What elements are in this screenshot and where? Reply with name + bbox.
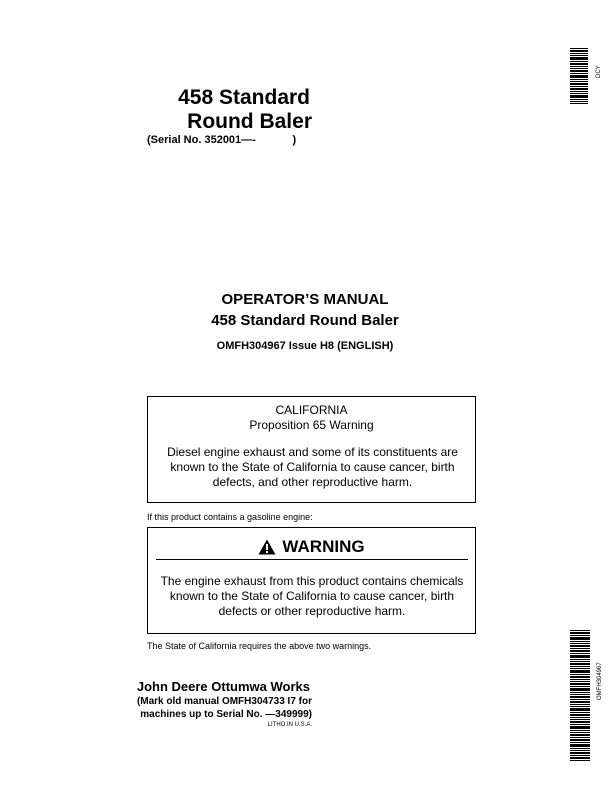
publisher-name: John Deere Ottumwa Works: [136, 679, 310, 694]
california-warning-text: Diesel engine exhaust and some of its constituents are known to the State of California to cause cancer, birth defects, and other reproductive harm.: [167, 445, 458, 489]
manual-subtitle: 458 Standard Round Baler: [211, 312, 399, 329]
manual-title: OPERATOR’S MANUAL: [221, 291, 389, 308]
old-manual-note-line2: machines up to Serial No. —349999): [140, 709, 312, 720]
warning-title: WARNING: [282, 537, 365, 556]
barcode-top: [570, 48, 588, 104]
barcode-top-label: DCY: [596, 65, 602, 78]
gasoline-warning-text: The engine exhaust from this product contains chemicals known to the State of California to cause cancer, birth defects or other reproductive harm.: [160, 574, 464, 618]
product-title-line2: Round Baler: [187, 110, 312, 133]
gasoline-engine-note: If this product contains a gasoline engine:: [147, 512, 313, 522]
barcode-right-label: OMFH304967: [597, 662, 603, 700]
warning-triangle-icon: [258, 539, 276, 555]
gasoline-warning-box: [147, 527, 476, 634]
california-warning-box: [147, 396, 476, 503]
requirement-note: The State of California requires the above two warnings.: [147, 641, 372, 651]
product-title-line1: 458 Standard: [178, 86, 310, 109]
manual-code: OMFH304967 Issue H8 (ENGLISH): [216, 340, 394, 352]
proposition-65-heading: Proposition 65 Warning: [249, 418, 374, 432]
warning-header: [148, 536, 475, 558]
litho-note: LITHO IN U.S.A.: [267, 722, 312, 728]
barcode-right: [570, 630, 590, 762]
serial-number: (Serial No. 352001—- ): [147, 134, 297, 146]
warning-divider: [156, 559, 468, 560]
old-manual-note-line1: (Mark old manual OMFH304733 I7 for: [136, 696, 312, 707]
california-heading: CALIFORNIA: [275, 403, 348, 417]
